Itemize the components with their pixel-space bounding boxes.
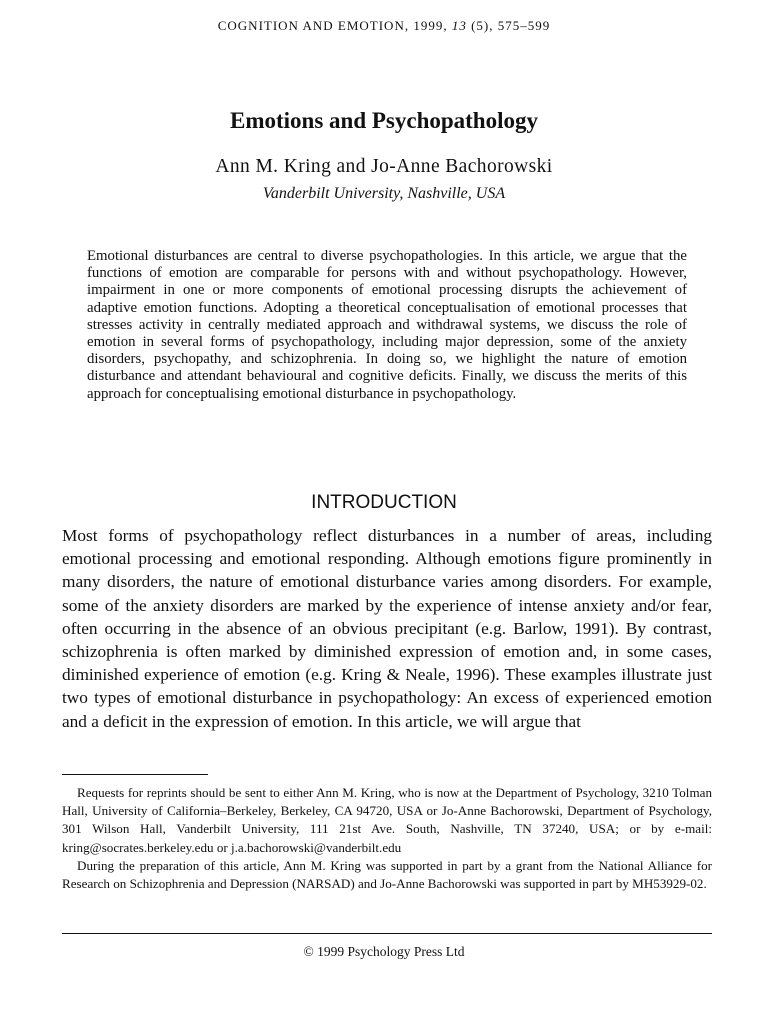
abstract: Emotional disturbances are central to diverse psychopathologies. In this article, we argue that the functions of emotion are comparable for persons with and without psychopathology. However, impairment in one or more components of emotional processing disrupts the achievement of adaptive emotion functions. Adopting a theoretical conceptualisation of emotional processes that stresses activity in centrally mediated approach and withdrawal systems, we discuss the role of emotion in several forms of psychopathology, including major depression, some of the anxiety disorders, psychopathy, and schizophrenia. In doing so, we highlight the nature of emotion disturbance and attendant behavioural and cognitive deficits. Finally, we discuss the merits of this approach for conceptualising emotional disturbance in psychopathology. — [87, 248, 687, 402]
running-head — [0, 18, 768, 34]
section-heading-introduction: INTRODUCTION — [311, 492, 457, 513]
article-title: Emotions and Psychopathology — [229, 108, 538, 133]
journal-volume: 13 — [451, 18, 467, 33]
footnotes — [62, 784, 712, 893]
bottom-rule — [62, 933, 712, 934]
copyright-notice: © 1999 Psychology Press Ltd — [303, 944, 465, 959]
footnote-reprints: Requests for reprints should be sent to either Ann M. Kring, who is now at the Department of Psychology, 3210 Tolman Hall, University of California–Berkeley, Berkeley, CA 94720, USA or Jo-Anne Bachorowski, Department of Psychology, 301 Wilson Hall, Vanderbilt University, 111 21st Ave. South, Nashville, TN 37240, USA; or by e-mail: kring@socrates.berkeley.edu or j.a.bachorowski@vanderbilt.edu — [62, 785, 712, 855]
journal-name: COGNITION AND EMOTION, 1999, — [217, 18, 448, 33]
footnote-support: During the preparation of this article, Ann M. Kring was supported in part by a grant from the National Alliance for Research on Schizophrenia and Depression (NARSAD) and Jo-Anne Bachorowski was supported in part by MH53929-02. — [62, 857, 712, 892]
author-affiliation: Vanderbilt University, Nashville, USA — [262, 185, 506, 202]
body-paragraph: Most forms of psychopathology reflect disturbances in a number of areas, including emotional processing and emotional responding. Although emotions figure prominently in many disorders, the nature of emotional disturbance varies among disorders. For example, some of the anxiety disorders are marked by the experience of intense anxiety and/or fear, often occurring in the absence of an obvious precipitant (e.g. Barlow, 1991). By contrast, schizophrenia is often marked by diminished expression of emotion and, in some cases, diminished experience of emotion (e.g. Kring & Neale, 1996). These examples illustrate just two types of emotional disturbance in psychopathology: An excess of experienced emotion and a deficit in the expression of emotion. In this article, we will argue that — [62, 526, 712, 731]
footnote-rule — [62, 774, 208, 775]
article-authors: Ann M. Kring and Jo-Anne Bachorowski — [215, 156, 553, 177]
journal-issue-pages: (5), 575–599 — [471, 18, 551, 33]
